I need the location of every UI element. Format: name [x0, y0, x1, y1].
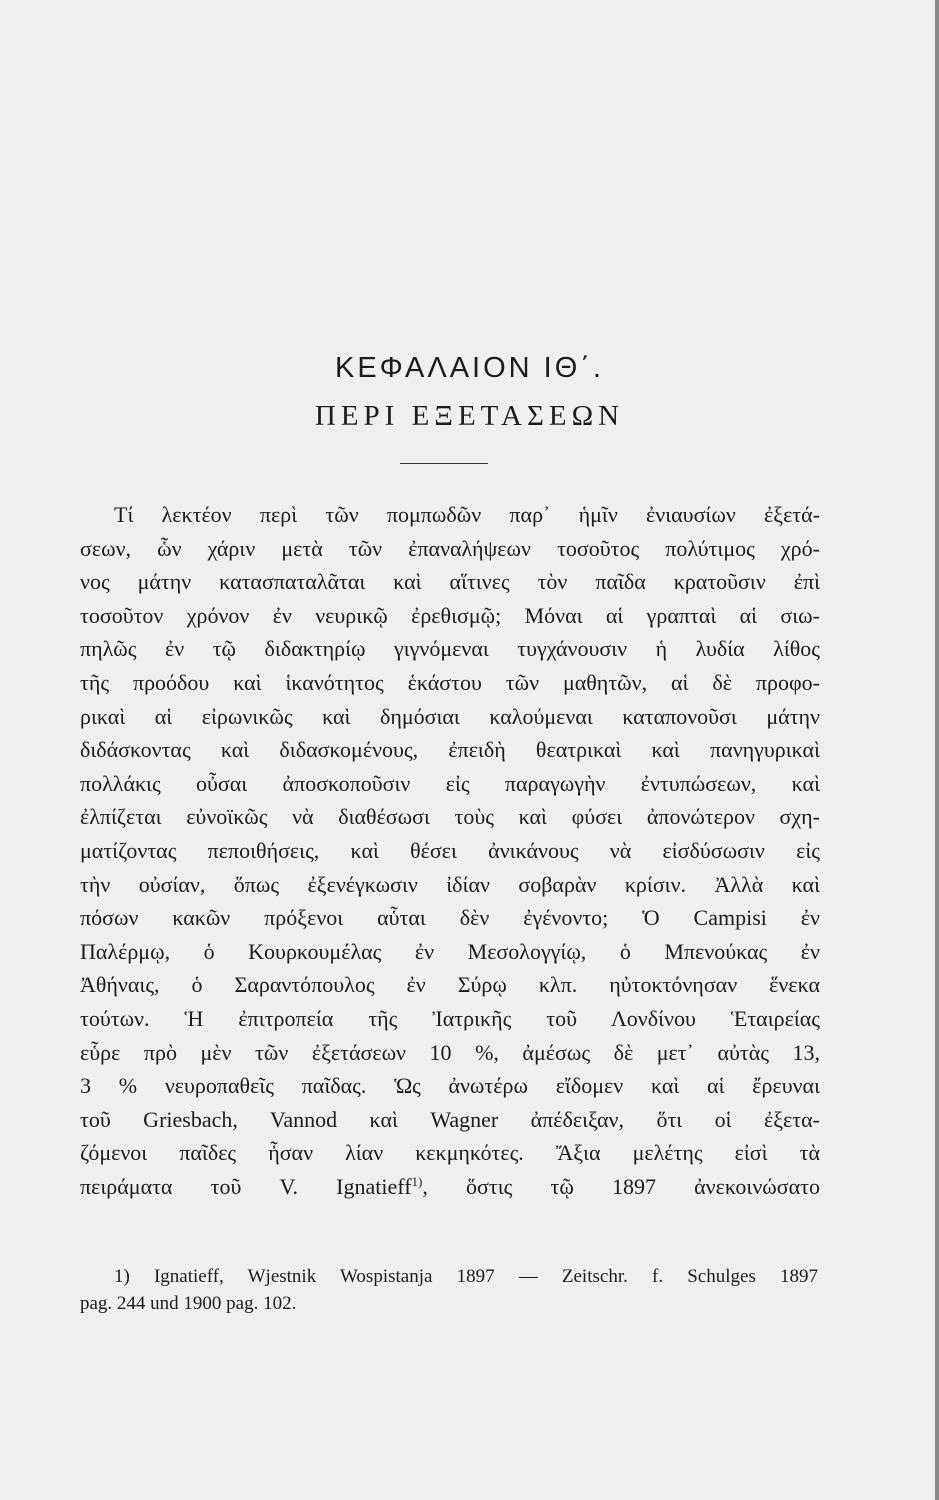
title-divider	[400, 463, 488, 464]
chapter-subtitle: ΠΕΡΙ ΕΞΕΤΑΣΕΩΝ	[314, 400, 625, 432]
footnote	[80, 1263, 818, 1317]
text-line: ζόμενοι παῖδες ἦσαν λίαν κεκμηκότες. Ἄξια μελέτης εἰσὶ τὰ	[80, 1140, 820, 1166]
footnote-line: 1) Ignatieff, Wjestnik Wospistanja 1897 — Zeitschr. f. Schulges 1897	[114, 1266, 818, 1287]
text-segment: , ὅστις τῷ 1897 ἀνεκοινώσατο	[422, 1173, 820, 1199]
text-line: Τί λεκτέον περὶ τῶν πομπωδῶν παρ᾽ ἡμῖν ἐνιαυσίων ἐξετά-	[114, 502, 820, 527]
text-line: νος μάτην κατασπαταλᾶται καὶ αἵτινες τὸν παῖδα κρατοῦσιν ἐπὶ	[80, 569, 820, 595]
body-paragraph	[80, 498, 820, 1203]
text-line: τοῦ Griesbach, Vannod καὶ Wagner ἀπέδειξαν, ὅτι οἱ ἐξετα-	[80, 1106, 820, 1132]
text-line: διδάσκοντας καὶ διδασκομένους, ἐπειδὴ θεατρικαὶ καὶ πανηγυρικαὶ	[80, 737, 820, 763]
text-line: τούτων. Ἡ ἐπιτροπεία τῆς Ἰατρικῆς τοῦ Λονδίνου Ἑταιρείας	[80, 1005, 820, 1031]
text-segment: πειράματα τοῦ V. Ignatieff	[80, 1173, 412, 1199]
text-line: ρικαὶ αἱ εἰρωνικῶς καὶ δημόσιαι καλούμεναι καταπονοῦσι μάτην	[80, 703, 820, 729]
text-line: εὗρε πρὸ μὲν τῶν ἐξετάσεων 10 %, ἀμέσως δὲ μετ᾽ αὐτὰς 13,	[80, 1039, 820, 1065]
text-line: πόσων κακῶν πρόξενοι αὗται δὲν ἐγένοντο; Ὁ Campisi ἐν	[80, 905, 820, 931]
text-line: Παλέρμῳ, ὁ Κουρκουμέλας ἐν Μεσολογγίῳ, ὁ Μπενούκας ἐν	[80, 938, 820, 964]
text-line: 3 % νευροπαθεῖς παῖδας. Ὡς ἀνωτέρω εἴδομεν καὶ αἱ ἔρευναι	[80, 1073, 820, 1099]
text-line: τοσοῦτον χρόνον ἐν νευρικῷ ἐρεθισμῷ; Μόναι αἱ γραπταὶ αἱ σιω-	[80, 602, 820, 628]
text-line: πηλῶς ἐν τῷ διδακτηρίῳ γιγνόμεναι τυγχάνουσιν ἡ λυδία λίθος	[80, 636, 820, 662]
footnote-reference: 1)	[411, 1173, 423, 1189]
footnote-line: pag. 244 und 1900 pag. 102.	[80, 1293, 297, 1314]
text-line: πολλάκις οὖσαι ἀποσκοποῦσιν εἰς παραγωγὴν ἐντυπώσεων, καὶ	[80, 770, 820, 796]
text-line: τὴν οὐσίαν, ὅπως ἐξενέγκωσιν ἰδίαν σοβαρὰν κρίσιν. Ἀλλὰ καὶ	[80, 871, 820, 897]
chapter-title: ΚΕΦΑΛΑΙΟΝ ΙΘ΄.	[335, 352, 604, 384]
text-line: σεων, ὧν χάριν μετὰ τῶν ἐπαναλήψεων τοσοῦτος πολύτιμος χρό-	[80, 535, 820, 561]
text-line-with-footnote-ref	[80, 1170, 820, 1204]
text-line: ἐλπίζεται εὐνοϊκῶς νὰ διαθέσωσι τοὺς καὶ φύσει ἀπονώτερον σχη-	[80, 804, 820, 830]
text-line: Ἀθήναις, ὁ Σαραντόπουλος ἐν Σύρῳ κλπ. ηὐτοκτόνησαν ἕνεκα	[80, 972, 820, 998]
text-line: τῆς προόδου καὶ ἱκανότητος ἑκάστου τῶν μαθητῶν, αἱ δὲ προφο-	[80, 669, 820, 695]
page-edge-shadow	[935, 0, 939, 1500]
text-line: ματίζοντας πεποιθήσεις, καὶ θέσει ἀνικάνους νὰ εἰσδύσωσιν εἰς	[80, 837, 820, 863]
